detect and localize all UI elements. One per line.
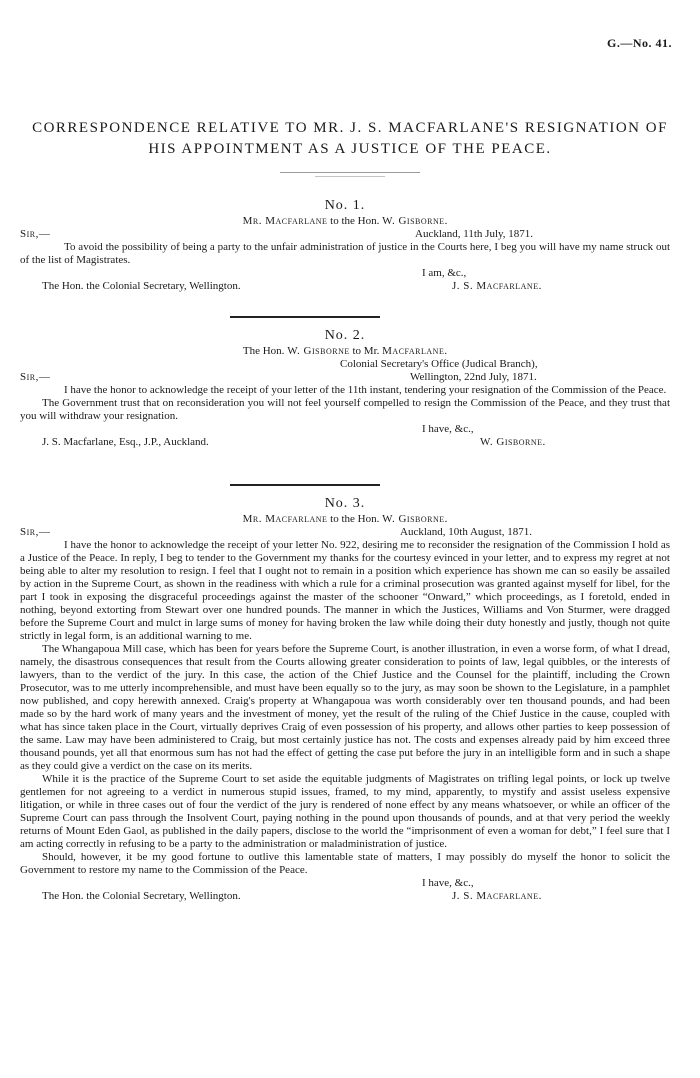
letter-3-salutation: Sir,— xyxy=(20,526,51,538)
title-line-1: CORRESPONDENCE RELATIVE TO MR. J. S. MACFARLANE'S RESIGNATION OF xyxy=(32,120,668,136)
decorative-rule-short xyxy=(315,176,385,177)
letter-3-recipient: W. Gisborne xyxy=(382,513,445,525)
letter-2-office-line xyxy=(20,358,670,371)
letter-3-closing-line xyxy=(20,877,670,890)
letter-1-sender: Mr. Macfarlane xyxy=(242,215,328,227)
letter-1-closing: I am, &c., xyxy=(422,267,467,279)
letter-1 xyxy=(20,196,670,293)
page-reference: G.—No. 41. xyxy=(607,36,672,50)
letter-2-paragraph-2: The Government trust that on reconsideration you will not feel yourself compelled to resign the Commission of the Peace, and they trust that you will withdraw your resignation. xyxy=(20,397,670,422)
letter-3-date: Auckland, 10th August, 1871. xyxy=(400,526,532,538)
letter-1-salutation: Sir,— xyxy=(20,228,51,240)
letter-1-body xyxy=(20,241,670,267)
document-title xyxy=(20,118,680,160)
letter-3-number: No. 3. xyxy=(324,496,366,511)
letter-2-office: Colonial Secretary's Office (Judical Branch), xyxy=(340,358,538,370)
letter-3-paragraph-2: The Whangapoua Mill case, which has been for years before the Supreme Court, is another illustration, in even a worse form, of what I dread, namely, the disastrous consequences that result from the Courts allowing greater consideration to points of law, legal quibbles, or the interests of lawyers, than to the verdict of the jury. In this case, the action of the Chief Justice and the Counsel for the plaintiff, including the Crown Prosecutor, was to me utterly incomprehensible, and must have been equally so to the jury, as may soon be shown to the Legislature, in a pamphlet now published, and copy herewith annexed. Craig's property at Whangapoua was worth considerably over ten thousand pounds, and had been made so by the hard work of many years and the investment of money, yet the result of the ruling of the Chief Justice in the cause, coupled with what has since taken place in the Court, virtually deprives Craig of even possession of his property, and allows other parties to keep possession of the same. Law may have been administered to Craig, but most certainly justice has not. The costs and expenses already paid by him exceed three thousand pounds, yet all that enormous sum has not had the effect of getting the case put before the jury in an intelligible form and in such a shape as they could give a verdict on the case on its merits. xyxy=(20,643,670,772)
separator-rule xyxy=(230,484,380,486)
letter-2-sender: W. Gisborne xyxy=(287,345,350,357)
letter-1-date: Auckland, 11th July, 1871. xyxy=(415,228,534,240)
letter-2-addressee: J. S. Macfarlane, Esq., J.P., Auckland. xyxy=(42,436,209,448)
letter-2-salutation: Sir,— xyxy=(20,371,51,383)
letter-2 xyxy=(20,326,670,449)
letter-3-signature: J. S. Macfarlane. xyxy=(452,890,542,902)
letter-3 xyxy=(20,494,670,903)
letter-3-paragraph-1: I have the honor to acknowledge the receipt of your letter No. 922, desiring me to reconsider the resignation of the Commission I hold as a Justice of the Peace. In reply, I beg to tender to the Government my thanks for the courtesy evinced in your letter, and to express my regret at not being able to alter my resolution to resign. I feel that I ought not to remain in a position which experience has shown me can so easily be assailed by action in the Supreme Court, as shown in the readiness with which a rule for a criminal prosecution was granted against myself for libel, for the part I took in exposing the disgraceful proceedings against the master of the schooner “Onward,” which proceedings, as I foretold, ended in nothing, beyond extorting from Stewart over one hundred pounds. The manner in which the Justices, Williams and Von Sturmer, were dragged before the Supreme Court and mulct in large sums of money for having broken the law while doing their duty honestly and justly, though not quite strictly in legal form, is an additional warning to me. xyxy=(20,539,670,642)
title-line-2: HIS APPOINTMENT AS A JUSTICE OF THE PEACE. xyxy=(148,141,552,157)
letter-2-closing: I have, &c., xyxy=(422,423,474,435)
letter-1-number: No. 1. xyxy=(324,198,366,213)
letter-1-salutation-line xyxy=(20,228,670,241)
letter-3-sender: Mr. Macfarlane xyxy=(242,513,328,525)
letter-3-salutation-line xyxy=(20,526,670,539)
letter-3-closing: I have, &c., xyxy=(422,877,474,889)
letter-1-signature: J. S. Macfarlane. xyxy=(452,280,542,292)
letter-3-paragraph-4: Should, however, it be my good fortune to outlive this lamentable state of matters, I may possibly do myself the honor to solicit the Government to restore my name to the Commission of the Peace. xyxy=(20,851,670,876)
letter-2-signature: W. Gisborne. xyxy=(480,436,546,448)
letter-1-recipient: W. Gisborne xyxy=(382,215,445,227)
letter-3-heading: Mr. Macfarlane to the Hon. W. Gisborne. xyxy=(242,513,448,525)
letter-1-paragraph: To avoid the possibility of being a party to the unfair administration of justice in the Courts here, I beg you will have my name struck out of the list of Magistrates. xyxy=(20,241,670,266)
letter-2-salutation-line xyxy=(20,371,670,384)
separator-rule xyxy=(230,316,380,318)
letter-2-signoff-line xyxy=(20,436,670,449)
letter-1-signoff-line xyxy=(20,280,670,293)
letter-3-signoff-line xyxy=(20,890,670,903)
letter-2-closing-line xyxy=(20,423,670,436)
letter-2-heading: The Hon. W. Gisborne to Mr. Macfarlane. xyxy=(242,345,448,357)
letter-2-paragraph-1: I have the honor to acknowledge the receipt of your letter of the 11th instant, tendering your resignation of the Commission of the Peace. xyxy=(64,384,667,396)
letter-2-body xyxy=(20,384,670,423)
letter-1-closing-line xyxy=(20,267,670,280)
letter-1-addressee: The Hon. the Colonial Secretary, Wellington. xyxy=(42,280,241,292)
decorative-rule xyxy=(280,172,420,173)
letter-2-date: Wellington, 22nd July, 1871. xyxy=(410,371,537,383)
letter-2-number: No. 2. xyxy=(324,328,366,343)
letter-3-paragraph-3: While it is the practice of the Supreme Court to set aside the equitable judgments of Magistrates on trifling legal points, or lock up twelve gentlemen for not agreeing to a verdict in numerous stupid issues, framed, to my mind, apparently, to mystify and assist useless expensive litigation, or while in three cases out of four the verdict of the jury is rendered of none effect by any means whatsoever, or while an officer of the Supreme Court can pass through the Insolvent Court, paying nothing in the pound upon thousands of pounds, and at that very period the weekly returns of Mount Eden Gaol, as published in the daily papers, disclose to the world the “imprisonment of even a woman for debt,” I feel sure that I am acting correctly in refusing to be a party to the administration or maladministration of justice. xyxy=(20,773,670,850)
letter-1-heading: Mr. Macfarlane to the Hon. W. Gisborne. xyxy=(242,215,448,227)
letter-2-recipient: Macfarlane xyxy=(382,345,445,357)
letter-3-body xyxy=(20,539,670,877)
letter-3-addressee: The Hon. the Colonial Secretary, Wellington. xyxy=(42,890,241,902)
